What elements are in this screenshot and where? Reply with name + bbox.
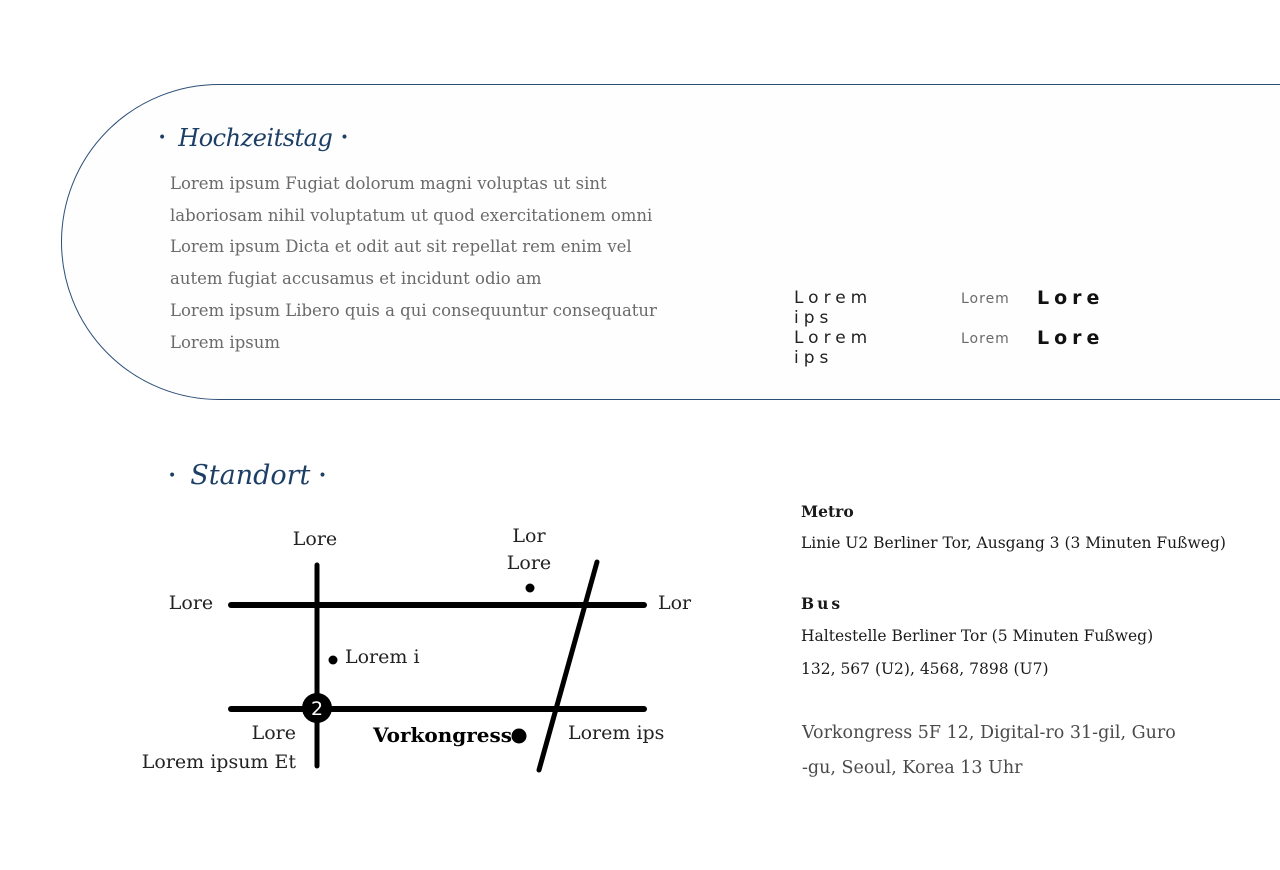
metro-line: Linie U2 Berliner Tor, Ausgang 3 (3 Minuten Fußweg)	[801, 534, 1226, 552]
metro-heading: Metro	[801, 502, 854, 521]
hochzeitstag-title-text: Hochzeitstag	[178, 124, 333, 152]
schedule-weekday: Lorem	[961, 331, 1010, 347]
map-label: Lor	[658, 592, 692, 614]
map-label: Lore	[168, 592, 214, 614]
schedule-date: Lorem ips	[794, 328, 873, 368]
map-label: Lore	[251, 722, 296, 744]
bullet-dot-icon: •	[318, 467, 327, 484]
standort-title-text: Standort	[190, 460, 311, 491]
description-line: Lorem ipsum Fugiat dolorum magni voluptas ut sint	[170, 174, 607, 193]
description-line: Lorem ipsum Dicta et odit aut sit repellat rem enim vel	[170, 237, 632, 257]
map-label: Lorem ipsum Et	[141, 751, 296, 773]
description-line: Lorem ipsum	[170, 332, 281, 352]
venue-address	[802, 716, 1222, 786]
schedule-time: Lore	[1037, 327, 1105, 349]
address-line: -gu, Seoul, Korea 13 Uhr	[802, 758, 1023, 778]
address-line: Vorkongress 5F 12, Digital-ro 31-gil, Guro	[802, 723, 1176, 743]
schedule-date: Lorem ips	[794, 288, 873, 328]
bus-routes-line: 132, 567 (U2), 4568, 7898 (U7)	[801, 660, 1049, 678]
station-number: 2	[310, 698, 324, 720]
schedule-weekday: Lorem	[961, 291, 1010, 307]
map-label: Lore	[506, 552, 552, 574]
description-line: laboriosam nihil voluptatum ut quod exercitationem omni	[170, 205, 653, 225]
map-label: Lorem i	[345, 646, 420, 668]
description-line: Lorem ipsum Libero quis a qui consequuntur consequatur	[170, 300, 657, 320]
map-label: Lorem ips	[568, 722, 665, 744]
map-poi-dot	[329, 656, 338, 665]
map-poi-dot	[526, 584, 535, 593]
schedule-time: Lore	[1037, 287, 1105, 309]
map-label: Lore	[292, 528, 338, 550]
description-line: autem fugiat accusamus et incidunt odio am	[170, 269, 542, 289]
bullet-dot-icon: •	[158, 130, 167, 146]
bus-heading: Bus	[801, 594, 844, 613]
map-label: Lor	[512, 525, 546, 547]
bullet-dot-icon: •	[168, 467, 177, 484]
map-venue-label: Vorkongress	[372, 723, 512, 747]
bullet-dot-icon: •	[340, 130, 349, 146]
bus-stop-line: Haltestelle Berliner Tor (5 Minuten Fußweg)	[801, 627, 1154, 645]
venue-marker[interactable]	[512, 729, 527, 744]
